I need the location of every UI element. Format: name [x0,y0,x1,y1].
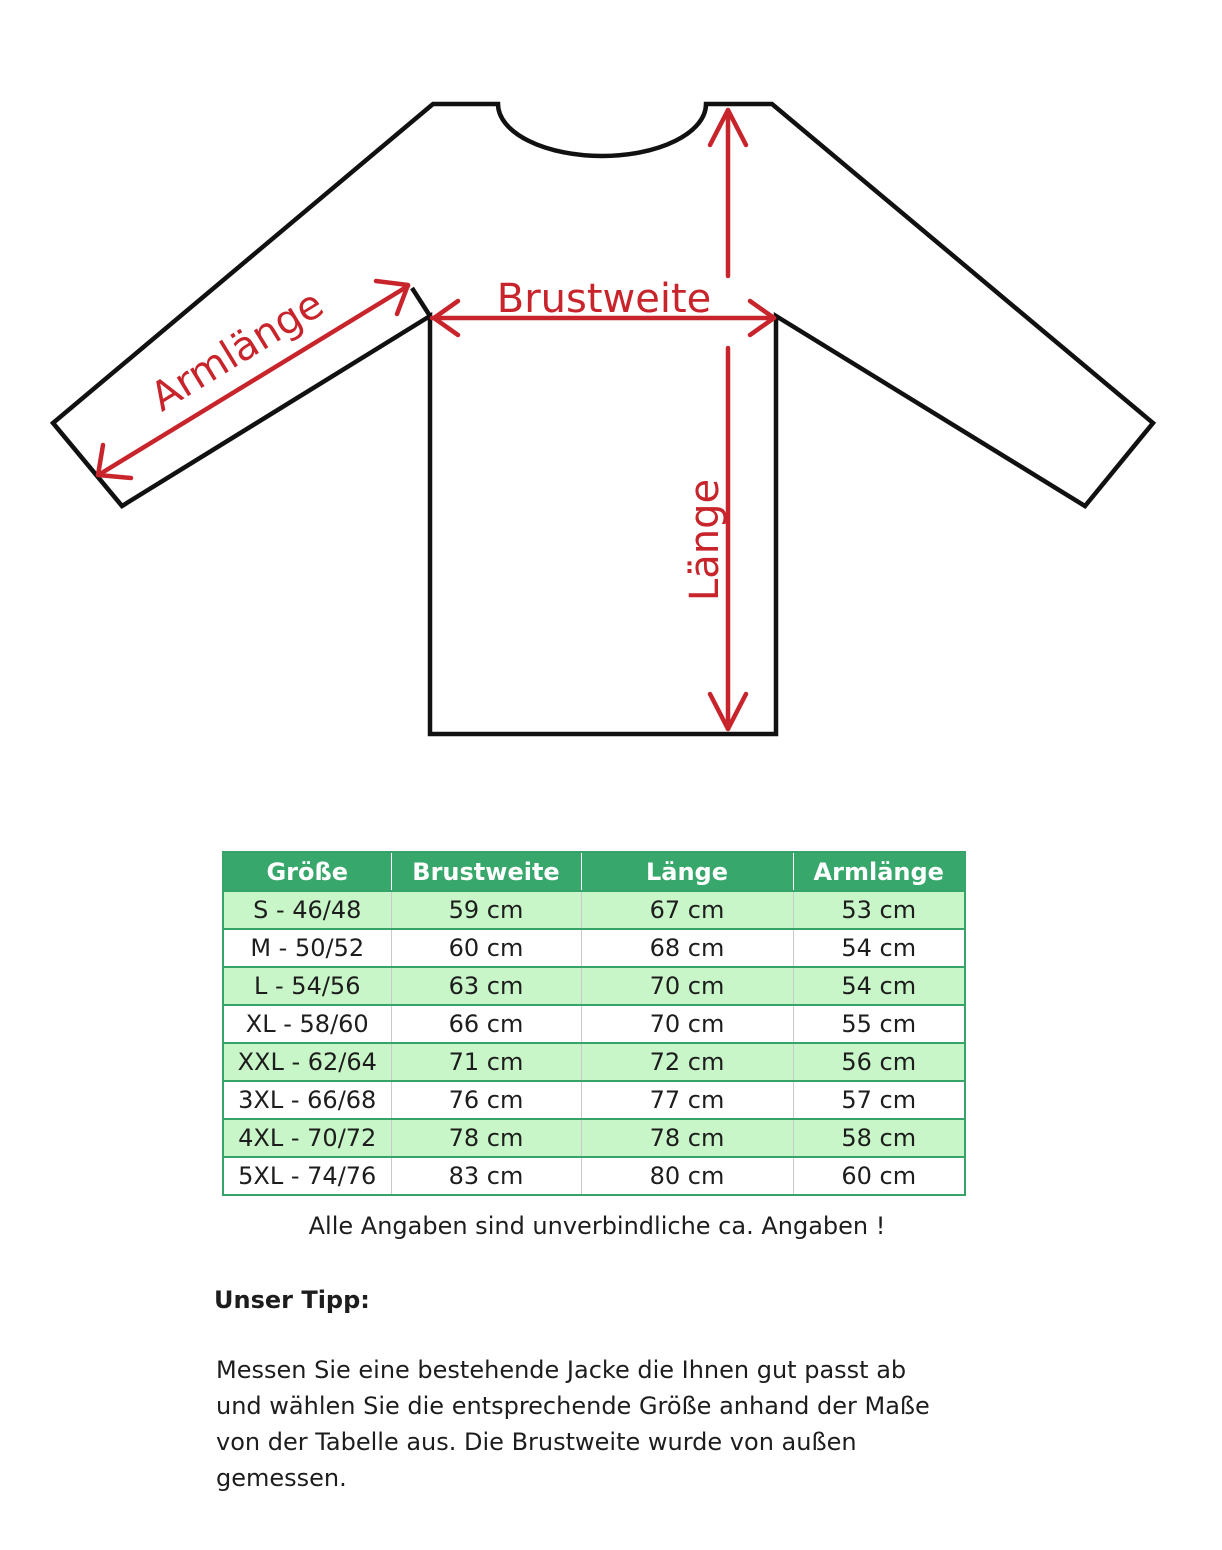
jacket-body-outline [53,104,1153,734]
cell-sleeve-length: 58 cm [793,1119,965,1157]
table-row [223,929,965,967]
cell-sleeve-length: 57 cm [793,1081,965,1119]
table-row [223,1157,965,1195]
cell-length: 70 cm [581,1005,793,1043]
cell-chest-width: 60 cm [391,929,581,967]
cell-size: XL - 58/60 [223,1005,391,1043]
measurement-arrows [98,110,774,729]
cell-chest-width: 78 cm [391,1119,581,1157]
cell-length: 70 cm [581,967,793,1005]
cell-size: 5XL - 74/76 [223,1157,391,1195]
table-row [223,1043,965,1081]
cell-chest-width: 71 cm [391,1043,581,1081]
cell-size: L - 54/56 [223,967,391,1005]
cell-chest-width: 66 cm [391,1005,581,1043]
cell-length: 77 cm [581,1081,793,1119]
length-label: Länge [682,478,728,602]
sleeve-length-label: Armlänge [142,280,332,421]
cell-length: 78 cm [581,1119,793,1157]
cell-size: XXL - 62/64 [223,1043,391,1081]
table-row [223,1081,965,1119]
table-header-row [223,852,965,891]
cell-size: M - 50/52 [223,929,391,967]
cell-chest-width: 63 cm [391,967,581,1005]
disclaimer-text: Alle Angaben sind unverbindliche ca. Angaben ! [308,1212,886,1240]
cell-sleeve-length: 60 cm [793,1157,965,1195]
cell-sleeve-length: 53 cm [793,891,965,929]
cell-size: S - 46/48 [223,891,391,929]
cell-sleeve-length: 55 cm [793,1005,965,1043]
cell-length: 80 cm [581,1157,793,1195]
cell-size: 4XL - 70/72 [223,1119,391,1157]
tip-line: Messen Sie eine bestehende Jacke die Ihnen gut passt ab [216,1356,907,1384]
table-row [223,1005,965,1043]
cell-chest-width: 83 cm [391,1157,581,1195]
table-row [223,967,965,1005]
header-chest-width: Brustweite [391,852,581,891]
left-shoulder-seam [412,288,430,316]
cell-sleeve-length: 54 cm [793,967,965,1005]
cell-length: 67 cm [581,891,793,929]
cell-size: 3XL - 66/68 [223,1081,391,1119]
tip-line: und wählen Sie die entsprechende Größe anhand der Maße [216,1392,930,1420]
cell-length: 68 cm [581,929,793,967]
cell-length: 72 cm [581,1043,793,1081]
header-sleeve-length: Armlänge [793,852,965,891]
tip-line: von der Tabelle aus. Die Brustweite wurde von außen [216,1428,857,1456]
tip-heading: Unser Tipp: [214,1286,370,1314]
size-chart-table [222,851,966,1196]
header-size: Größe [223,852,391,891]
table-row [223,1119,965,1157]
table-row [223,891,965,929]
cell-chest-width: 59 cm [391,891,581,929]
chest-width-label: Brustweite [496,276,712,322]
jacket-outline [53,104,1153,734]
header-length: Länge [581,852,793,891]
cell-sleeve-length: 54 cm [793,929,965,967]
length-arrow-top [710,110,746,276]
tip-body [216,1352,956,1496]
tip-line: gemessen. [216,1464,347,1492]
cell-sleeve-length: 56 cm [793,1043,965,1081]
cell-chest-width: 76 cm [391,1081,581,1119]
